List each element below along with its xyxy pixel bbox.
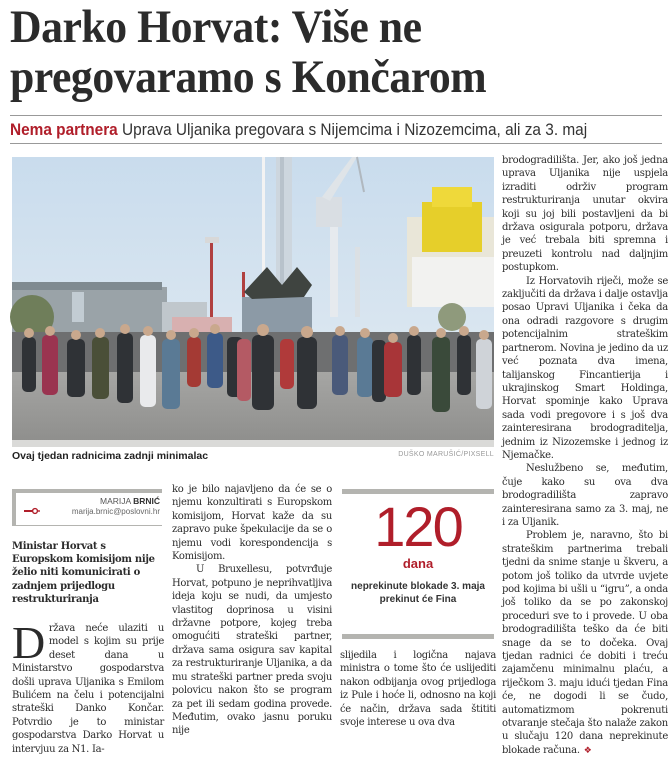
body-column-middle: [172, 483, 332, 743]
body-paragraph: Neslužbeno se, međutim, čuje kako su ova dva brodogradilišta zapravo zainteresirana samo za 3. maj, ne i za Uljanik.: [502, 463, 668, 528]
pen-icon: [24, 508, 40, 514]
author-email[interactable]: marija.brnic@poslovni.hr: [71, 507, 160, 516]
body-paragraph: Iz Horvatovih riječi, može se zaključiti da država i dalje ostavlja posao Upravi Uljanika i čeka da ona odradi razgovore s drugim potencijalnim strateškim partnerom. Novina je jedino da uz već poznata dva imena, talijanskog Fincantierija i ukrajinskog Smart Holdinga, Horvat spominje kako Uprava sada vodi pregovore i s još dva zainteresirana brodograditelja, jednim iz Nizozemske i jednog iz Njemačke.: [502, 275, 668, 461]
caption-text: Ovaj tjedan radnicima zadnji minimalac: [12, 450, 209, 462]
dropcap: D: [12, 617, 45, 669]
factbox-number: 120: [374, 495, 462, 558]
body-column-right: [502, 154, 668, 756]
body-paragraph: [502, 529, 668, 758]
left-column-stack: [12, 489, 164, 755]
middle-lower-stack: [340, 489, 496, 743]
body-paragraph: U Bruxellesu, potvrđuje Horvat, potpuno je neprihvatljiva ideja koju se nudi, da umjesto vlastitog doprinosa u visini državne potpore, kojeg treba omogućiti strateški partner, država sama osigura sav kapital za restrukturiranje Uljanika, a da mu strateški partner preda svoju polovicu nakon što se program za pet ili sedam godina provede. Međutim, ovako jasnu poruku nije: [172, 564, 332, 737]
deck-text: Uprava Uljanika pregovara s Nijemcima i Nizozemcima, ali za 3. maj: [122, 120, 588, 139]
author-name: [100, 496, 160, 506]
factbox: [342, 489, 494, 639]
end-of-article-icon: ❖: [583, 745, 592, 756]
body-column-left: [12, 617, 164, 756]
author-last-name: BRNIĆ: [133, 496, 160, 506]
body-paragraph: slijedila i logična najava ministra o tome što će uslijediti nakon odbijanja ovog prijedloga iz Pule i hoće li, odnosno na koji će način, država sada štititi svoje interese u ova dva: [340, 650, 496, 729]
headline: Darko Horvat: Više ne pregovaramo s Končarom: [10, 1, 487, 103]
body-paragraph: ko je bilo najavljeno da će se o njemu konzultirati s Europskom komisijom, Horvat kaže da su zapravo puke špekulacije da se o njemu vodi korespondencija s Komisijom.: [172, 484, 332, 563]
article-photo: [12, 157, 494, 447]
body-paragraph: brodogradilišta. Jer, ako još jedna uprava Uljanika nije uspjela izraditi održiv program restrukturiranja unutar okvira koji su joj bili postavljeni da bi država osigurala potporu, država je već trebala biti spremna i preuzeti kontrolu nad daljnjim postupkom.: [502, 155, 668, 274]
author-first-name: MARIJA: [100, 496, 131, 506]
photo-workers-shipyard-icon: [12, 157, 494, 447]
deck: [10, 115, 662, 144]
body-text: ržava neće ulaziti u model s kojim su prije deset dana u Ministarstvo gospodarstva došli uprava Uljanika s Emilom Bulićem na čelu i potencijalni strateški Danko Končar. Potvrdio je to ministar gospodarstva Darko Horvat u intervjuu za N1. Ia-: [12, 623, 164, 755]
author-box: [12, 489, 162, 526]
body-column-middle-lower: [340, 649, 496, 729]
photo-credit: DUŠKO MARUŠIĆ/PIXSELL: [398, 451, 494, 458]
factbox-description: neprekinute blokade 3. maja prekinut će Fina: [351, 581, 485, 605]
body-text: Problem je, naravno, što bi strateškim partnerima trebali tjedni da snime stanje u škveru, a potom još toliko da utvrde uvjete pod kojima bi ušli u “igru”, a onda još toliko da se po zakonskoj proceduri sve to i provede. U oba brodogradilišta teško da će biti snage da se to dočeka. Ovaj tjedan radnici će dobiti i treću zajamčenu minimalnu plaću, a riječkom 3. maju idući tjedan Fina će, ne dogodi li se čudo, automatizmom pokrenuti otvaranje stečaja što nalaže zakon u slučaju 120 dana neprekinute blokade računa.: [502, 530, 668, 756]
deck-kicker: Nema partnera: [10, 120, 118, 139]
photo-caption: [12, 450, 494, 466]
pullquote: Ministar Horvat s Europskom komisijom nije želio niti komunicirati o zadnjem prijedlogu restrukturiranja: [12, 541, 155, 605]
factbox-unit: dana: [402, 556, 434, 571]
body-paragraph: [12, 617, 164, 756]
